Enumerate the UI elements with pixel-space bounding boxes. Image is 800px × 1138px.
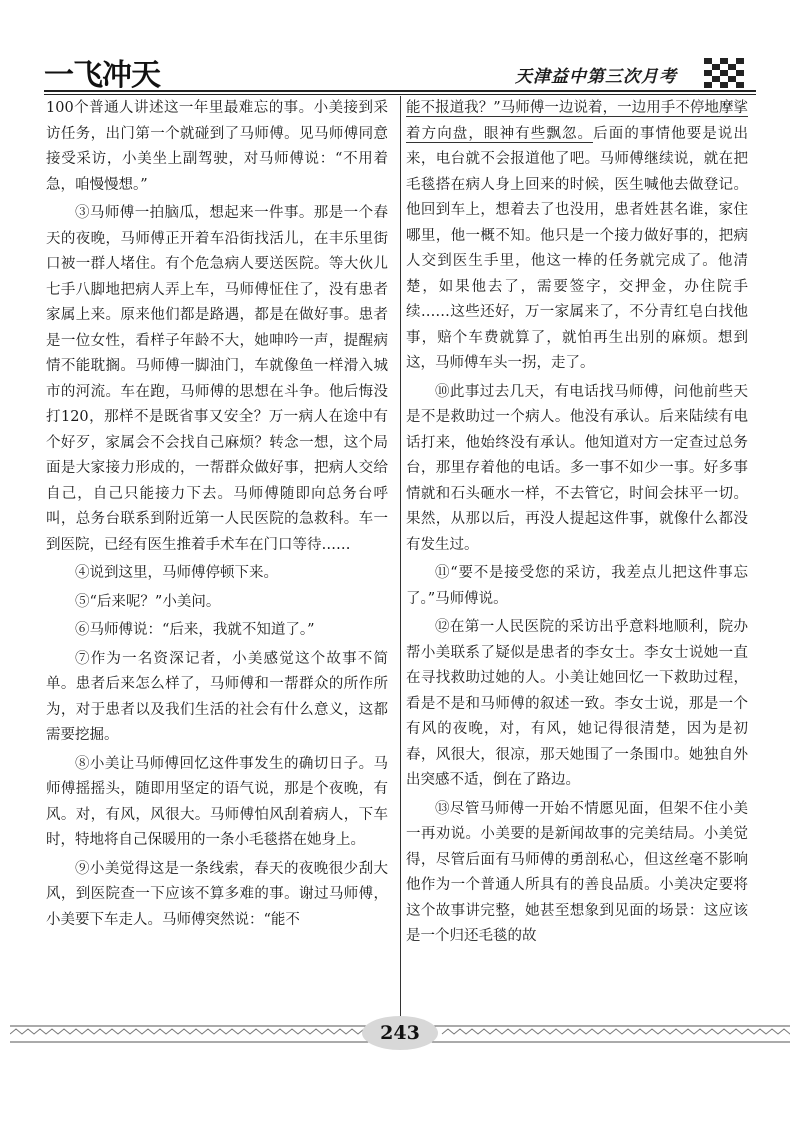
paragraph: ⑦作为一名资深记者，小美感觉这个故事不简单。患者后来怎么样了，马师傅和一帮群众的所作所为，对于患者以及我们生活的社会有什么意义，这都需要挖掘。 xyxy=(46,650,388,743)
series-logo: 一飞冲天 xyxy=(44,58,160,93)
page-number: 243 xyxy=(362,1016,438,1050)
paragraph: 100个普通人讲述这一年里最难忘的事。小美接到采访任务，出门第一个就碰到了马师傅。见马师傅同意接受采访，小美坐上副驾驶，对马师傅说：“不用着急，咱慢慢想。” xyxy=(46,100,388,193)
paragraph: ⑧小美让马师傅回忆这件事发生的确切日子。马师傅摇摇头，随即用坚定的语气说，那是个夜晚，有风。对，有风，风很大。马师傅怕风刮着病人，下车时，特地将自己保暖用的一条小毛毯搭在她身上。 xyxy=(46,755,388,848)
paragraph: ⑤“后来呢？”小美问。 xyxy=(75,593,221,610)
paragraph: ⑨小美觉得这是一条线索，春天的夜晚很少刮大风，到医院查一下应该不算多难的事。谢过马师傅，小美要下车走人。马师傅突然说：“能不 xyxy=(46,860,388,928)
underlined-sentence: 能不报道我？”马师傅一边说着，一边用手不停地摩挲着方向盘，眼神有些飘忽。 xyxy=(406,100,748,142)
paragraph: ⑬尽管马师傅一开始不情愿见面，但架不住小美一再劝说。小美要的是新闻故事的完美结局。小美觉得，尽管后面有马师傅的勇剖私心，但这丝毫不影响他作为一个普通人所具有的善良品质。小美决定要将这个故事讲完整，她甚至想象到见面的场景：这应该是一个归还毛毯的故 xyxy=(406,800,748,944)
header-title: 天津益中第三次月考 xyxy=(515,67,677,87)
paragraph: ④说到这里，马师傅停顿下来。 xyxy=(75,565,278,581)
paragraph: ③马师傅一拍脑瓜，想起来一件事。那是一个春天的夜晚，马师傅正开着车沿街找活儿，在丰乐里街口被一群人堵住。有个危急病人要送医院。等大伙儿七手八脚地把病人弄上车，马师傅怔住了，没有患者家属上来。原来他们都是路遇，都是在做好事。患者是一位女性，看样子年龄不大，她呻吟一声，提醒病情不能耽搁。马师傅一脚油门，车就像鱼一样滑入城市的河流。车在跑，马师傅的思想在斗争。他后悔没打120，那样不是既省事又安全？万一病人在途中有个好歹，家属会不会找自己麻烦？转念一想，这个局面是大家接力形成的，一帮群众做好事，把病人交给自己，自己只能接力下去。马师傅随即向总务台呼叫，总务台联系到附近第一人民医院的急救科。车一到医院，已经有医生推着手术车在门口等待…… xyxy=(46,205,388,553)
right-text-column xyxy=(406,96,748,950)
header-rule-thick xyxy=(44,90,756,92)
paragraph: ⑩此事过去几天，有电话找马师傅，问他前些天是不是救助过一个病人。他没有承认。后来陆续有电话打来，他始终没有承认。他知道对方一定查过总务台，那里存着他的电话。多一事不如少一事。好多事情就和石头砸水一样，不去管它，时间会抹平一切。果然，从那以后，再没人提起这件事，就像什么都没有发生过。 xyxy=(406,383,748,553)
paragraph xyxy=(406,96,748,377)
column-divider xyxy=(400,96,401,1026)
paragraph: ⑪“要不是接受您的采访，我差点儿把这件事忘了。”马师傅说。 xyxy=(406,565,748,607)
left-text-column xyxy=(46,96,388,933)
paragraph: ⑥马师傅说：“后来，我就不知道了。” xyxy=(75,622,315,638)
paragraph: ⑫在第一人民医院的采访出乎意料地顺利，院办帮小美联系了疑似是患者的李女士。李女士说她一直在寻找救助过她的人。小美让她回忆一下救助过程，看是不是和马师傅的叙述一致。李女士说，那是一个有风的夜晚，对，有风，她记得很清楚，因为是初春，风很大，很凉，那天她围了一条围巾。她独自外出突感不适，倒在了路边。 xyxy=(406,619,748,788)
header-rule-thin xyxy=(44,94,756,95)
checker-decoration-icon xyxy=(704,58,744,88)
paragraph-continuation: 后面的事情他要是说出来，电台就不会报道他了吧。马师傅继续说，就在把毛毯搭在病人身上回来的时候，医生喊他去做登记。他回到车上，想着去了也没用，患者姓甚名谁，家住哪里，他一概不知。他只是一个接力做好事的，把病人交到医生手里，他这一棒的任务就完成了。他清楚，如果他去了，需要签字，交押金，办住院手续……这些还好，万一家属来了，不分青红皂白找他事，赔个车费就算了，就怕再生出别的麻烦。想到这，马师傅车头一拐，走了。 xyxy=(406,125,749,371)
